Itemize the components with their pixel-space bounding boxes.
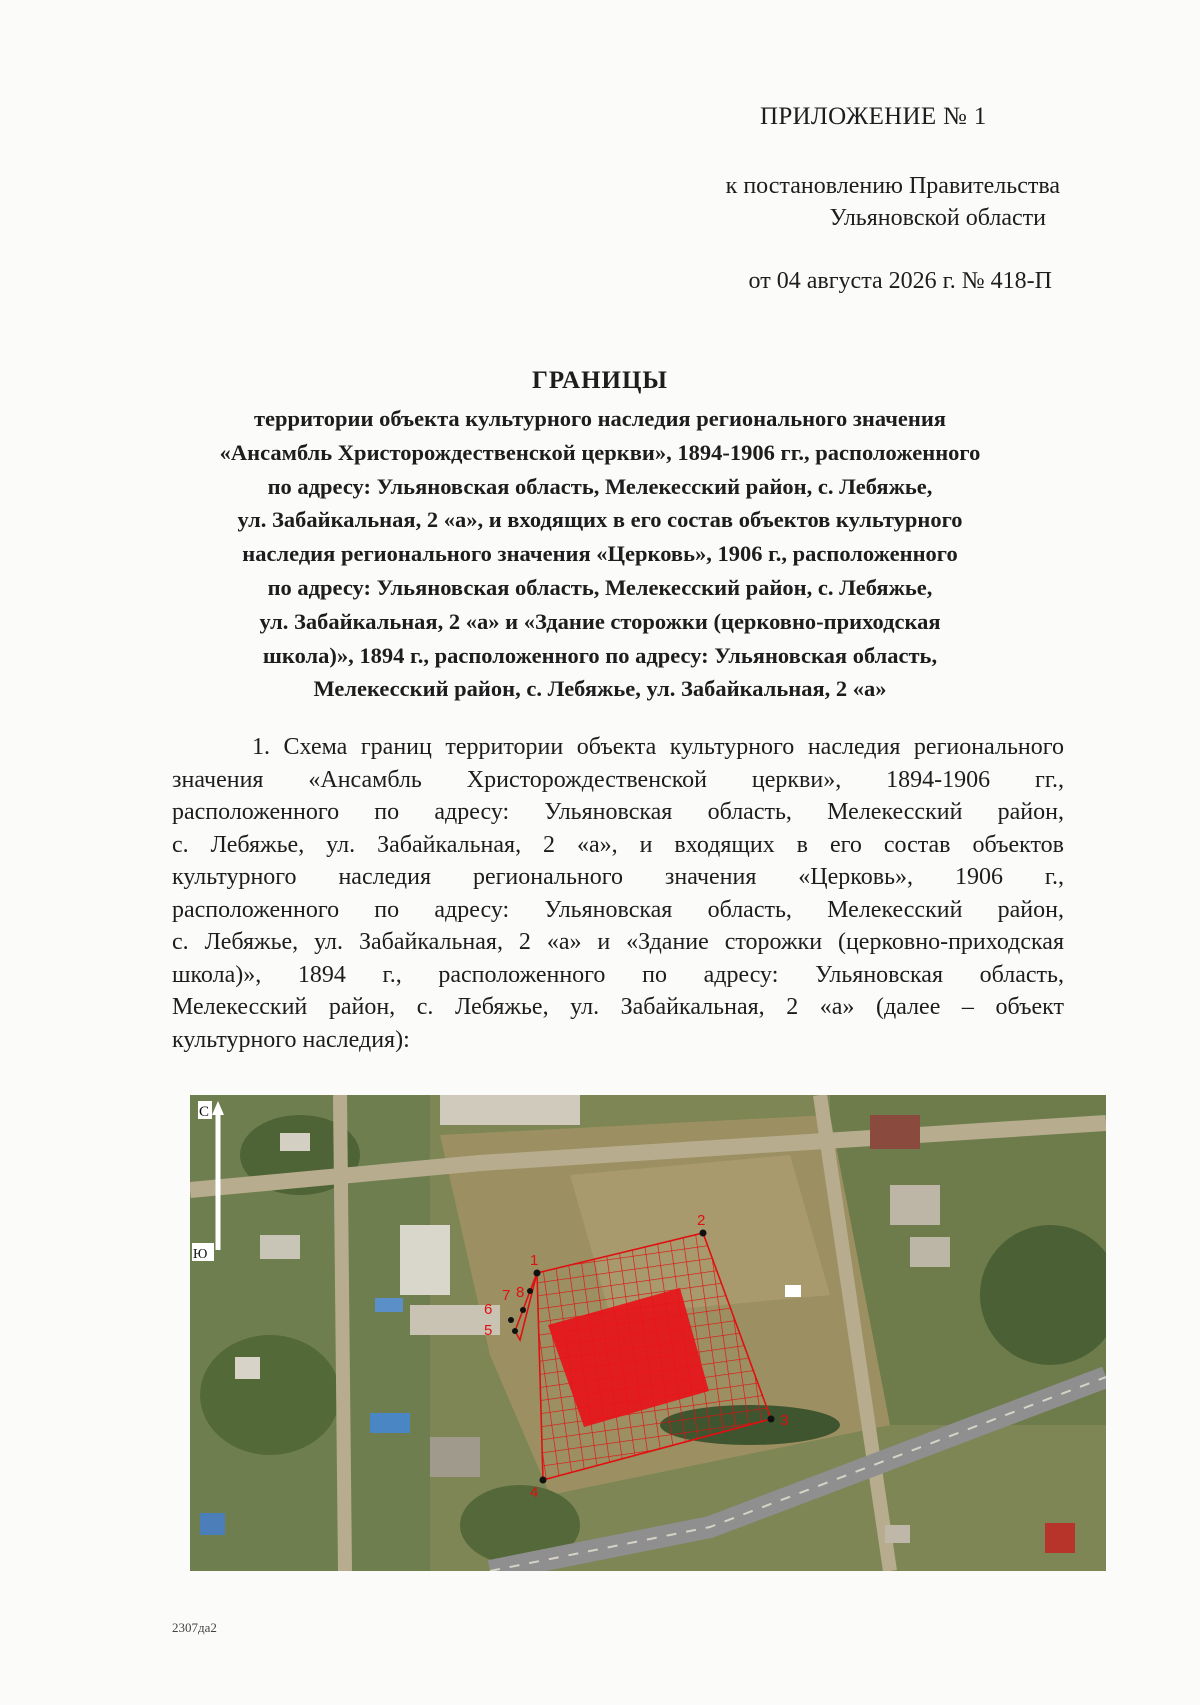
vertex-point xyxy=(508,1317,514,1323)
subtitle-line: «Ансамбль Христорождественской церкви», 1894-1906 гг., расположенного xyxy=(219,439,981,465)
vertex-label: 2 xyxy=(697,1212,706,1229)
decree-reference-line-2: Ульяновской области xyxy=(829,205,1046,231)
compass-south-label: Ю xyxy=(193,1247,208,1262)
subtitle-line: по адресу: Ульяновская область, Мелекесский район, с. Лебяжье, xyxy=(267,473,933,499)
vertex-point xyxy=(700,1230,707,1237)
paragraph-line: расположенного по адресу: Ульяновская область, Мелекесский район, xyxy=(172,896,1064,923)
subtitle-line: территории объекта культурного наследия регионального значения xyxy=(254,406,946,431)
vertex-label: 8 xyxy=(516,1284,525,1301)
subtitle-line: Мелекесский район, с. Лебяжье, ул. Забайкальная, 2 «а» xyxy=(313,676,887,702)
paragraph-line: значения «Ансамбль Христорождественской церкви», 1894-1906 гг., xyxy=(172,766,1064,793)
paragraph-line: с. Лебяжье, ул. Забайкальная, 2 «а» и «Здание сторожки (церковно-приходская xyxy=(172,929,1064,955)
document-code: 2307да2 xyxy=(172,1620,217,1635)
vertex-label: 3 xyxy=(780,1412,789,1429)
paragraph-line: с. Лебяжье, ул. Забайкальная, 2 «а», и входящих в его состав объектов xyxy=(172,831,1064,858)
body-paragraph xyxy=(172,731,1064,1056)
paragraph-line: Мелекесский район, с. Лебяжье, ул. Забайкальная, 2 «а» (далее – объект xyxy=(172,994,1064,1020)
decree-reference-line-1: к постановлению Правительства xyxy=(725,173,1060,199)
vertex-point xyxy=(512,1328,518,1334)
decree-reference xyxy=(640,170,1060,234)
decree-date: от 04 августа 2026 г. № 418-П xyxy=(748,268,1052,294)
subtitle-line: школа)», 1894 г., расположенного по адресу: Ульяновская область, xyxy=(262,642,938,668)
subtitle-line: ул. Забайкальная, 2 «а», и входящих в его состав объектов культурного xyxy=(237,507,963,533)
vertex-point xyxy=(520,1307,526,1313)
vertex-point xyxy=(527,1288,533,1294)
subtitle-line: ул. Забайкальная, 2 «а» и «Здание сторожки (церковно-приходская xyxy=(259,608,941,634)
appendix-label: ПРИЛОЖЕНИЕ № 1 xyxy=(760,103,987,130)
vertex-label: 5 xyxy=(484,1322,493,1339)
document-subtitle xyxy=(140,402,1060,706)
satellite-image xyxy=(190,1095,1106,1571)
paragraph-line: культурного наследия): xyxy=(172,1026,410,1053)
vertex-point xyxy=(534,1270,541,1277)
paragraph-line: расположенного по адресу: Ульяновская область, Мелекесский район, xyxy=(172,799,1064,825)
vertex-point xyxy=(768,1416,775,1423)
paragraph-line: 1. Схема границ территории объекта культурного наследия регионального xyxy=(252,734,1064,760)
subtitle-line: наследия регионального значения «Церковь», 1906 г., расположенного xyxy=(242,541,958,567)
vertex-label: 7 xyxy=(502,1287,511,1304)
vertex-label: 6 xyxy=(484,1301,493,1318)
boundary-scheme-map xyxy=(190,1095,1106,1571)
vertex-label: 4 xyxy=(530,1484,539,1501)
subtitle-line: по адресу: Ульяновская область, Мелекесский район, с. Лебяжье, xyxy=(267,574,933,600)
document-title: ГРАНИЦЫ xyxy=(532,367,668,394)
compass-north-label: С xyxy=(199,1104,210,1120)
vertex-point xyxy=(540,1477,547,1484)
vertex-label: 1 xyxy=(530,1252,539,1269)
paragraph-line: культурного наследия регионального значения «Церковь», 1906 г., xyxy=(172,864,1064,890)
paragraph-line: школа)», 1894 г., расположенного по адресу: Ульяновская область, xyxy=(172,961,1064,988)
